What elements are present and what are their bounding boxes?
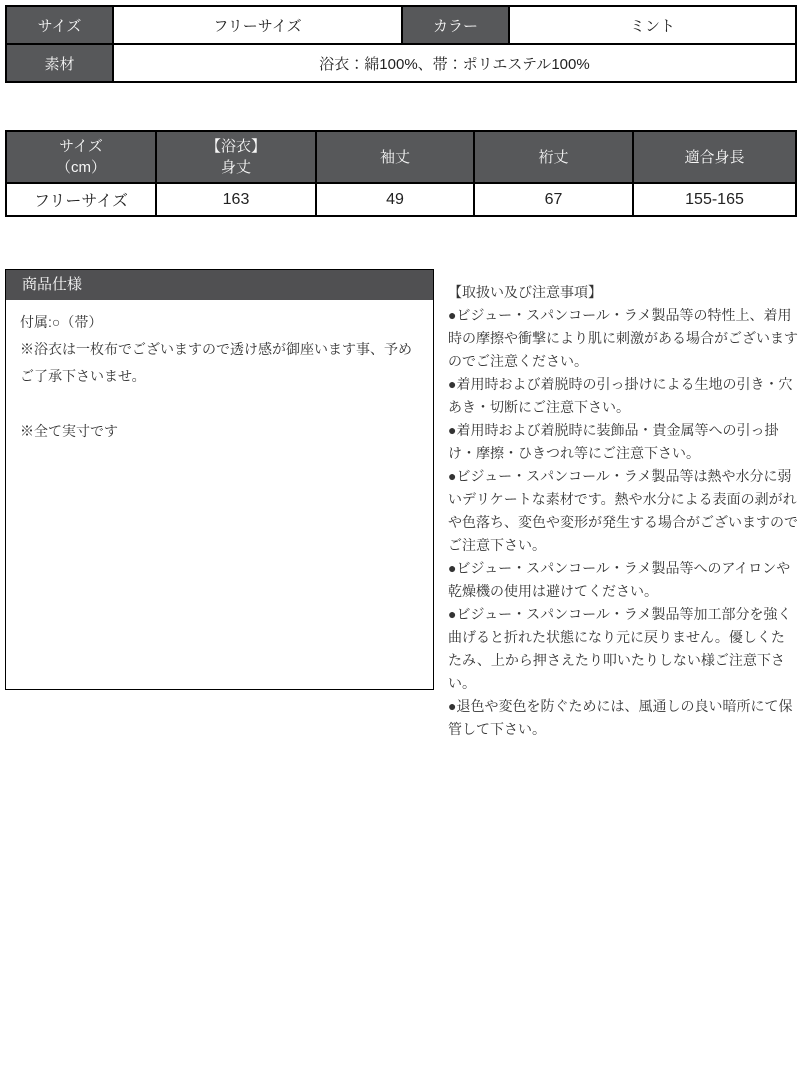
- sodetake-header-cell: 袖丈: [316, 131, 474, 183]
- info-table-row-material: [6, 44, 796, 82]
- product-spec-body: [6, 300, 433, 454]
- yukata-header-line1: 【浴衣】: [205, 138, 266, 155]
- size-table-header-row: [6, 131, 796, 183]
- spec-attachment-line: 付属:○（帯）: [20, 314, 103, 330]
- size-cm-header-line2: （cm）: [56, 159, 106, 176]
- product-spec-box: [5, 269, 434, 690]
- handling-note-item: ●着用時および着脱時に装飾品・貴金属等への引っ掛け・摩擦・ひきつれ等にご注意下さい。: [448, 422, 779, 461]
- spec-note-actual-size: ※全て実寸です: [20, 423, 118, 439]
- size-name-cell: フリーサイズ: [6, 183, 156, 216]
- color-value-cell: ミント: [509, 6, 796, 44]
- size-measurement-table: [5, 130, 797, 217]
- sodetake-value-cell: 49: [316, 183, 474, 216]
- size-table-data-row: [6, 183, 796, 216]
- yukata-mitake-header-cell: [156, 131, 316, 183]
- size-cm-header-cell: [6, 131, 156, 183]
- yukitake-value-cell: 67: [474, 183, 633, 216]
- yukitake-header-cell: 裄丈: [474, 131, 633, 183]
- size-header-cell: サイズ: [6, 6, 113, 44]
- mitake-header-line2: 身丈: [220, 159, 251, 176]
- product-spec-title-bar: 商品仕様: [6, 270, 433, 300]
- handling-note-item: ●ビジュー・スパンコール・ラメ製品等加工部分を強く曲げると折れた状態になり元に戻りません。優しくたたみ、上から押さえたり叩いたりしない様ご注意下さい。: [448, 606, 792, 691]
- material-header-cell: 素材: [6, 44, 113, 82]
- height-range-header-cell: 適合身長: [633, 131, 796, 183]
- handling-note-item: ●ビジュー・スパンコール・ラメ製品等へのアイロンや乾燥機の使用は避けてください。: [448, 560, 791, 599]
- height-range-value-cell: 155-165: [633, 183, 796, 216]
- handling-note-item: ●ビジュー・スパンコール・ラメ製品等の特性上、着用時の摩擦や衝撃により肌に刺激がある場合がございますのでご注意ください。: [448, 307, 798, 369]
- info-table-row-size-color: [6, 6, 796, 44]
- size-cm-header-line1: サイズ: [59, 138, 103, 155]
- handling-note-item: ●退色や変色を防ぐためには、風通しの良い暗所にて保管して下さい。: [448, 698, 793, 737]
- handling-note-item: ●着用時および着脱時の引っ掛けによる生地の引き・穴あき・切断にご注意下さい。: [448, 376, 793, 415]
- handling-note-item: ●ビジュー・スパンコール・ラメ製品等は熱や水分に弱いデリケートな素材です。熱や水分による表面の剥がれや色落ち、変色や変形が発生する場合がございますのでご注意下さい。: [448, 468, 798, 553]
- color-header-cell: カラー: [402, 6, 509, 44]
- handling-notes-column: [448, 281, 798, 741]
- info-table: [5, 5, 797, 83]
- size-value-cell: フリーサイズ: [113, 6, 402, 44]
- spec-note-sheerness: ※浴衣は一枚布でございますので透け感が御座います事、予めご了承下さいませ。: [20, 341, 412, 384]
- material-value-cell: 浴衣：綿100%、帯：ポリエステル100%: [113, 44, 796, 82]
- handling-notes-title: 【取扱い及び注意事項】: [448, 284, 602, 300]
- mitake-value-cell: 163: [156, 183, 316, 216]
